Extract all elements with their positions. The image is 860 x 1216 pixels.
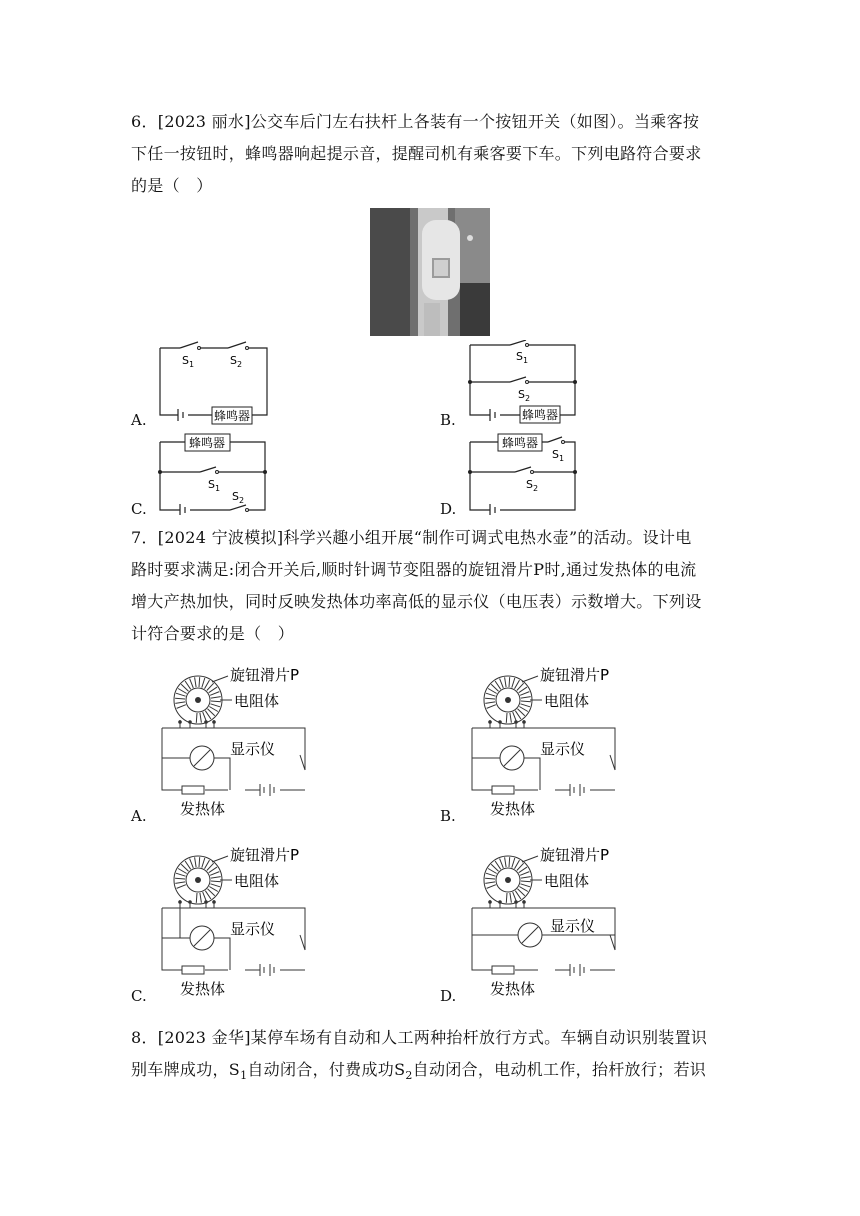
knob-label: 旋钮滑片P — [540, 666, 610, 684]
buzzer-label: 蜂鸣器 — [521, 408, 559, 422]
buzzer-label: 蜂鸣器 — [188, 436, 226, 450]
meter-label: 显示仪 — [230, 740, 276, 758]
question-6 — [131, 106, 731, 202]
q6-circuit-c — [150, 430, 280, 515]
svg-text:S2: $S_2$ — [526, 478, 539, 493]
q6-option-a-label: A. — [131, 411, 147, 429]
q7-circuit-b — [460, 662, 630, 817]
svg-text:S2: $S_2$ — [230, 354, 243, 369]
heater-label: 发热体 — [180, 800, 226, 817]
q6-circuit-b — [460, 340, 585, 430]
q6-option-b-label: B. — [440, 411, 456, 429]
meter-label: 显示仪 — [550, 917, 596, 935]
question-7 — [131, 522, 731, 650]
resistor-label: 电阻体 — [544, 872, 590, 890]
heater-label: 发热体 — [490, 980, 536, 997]
knob-label: 旋钮滑片P — [540, 846, 610, 864]
q6-line-1: 6．[2023 丽水]公交车后门左右扶杆上各装有一个按钮开关（如图）。当乘客按 — [131, 112, 700, 131]
bus-button-photo — [370, 208, 490, 336]
q7-line-1: 7．[2024 宁波模拟]科学兴趣小组开展“制作可调式电热水壶”的活动。设计电 — [131, 528, 692, 547]
resistor-label: 电阻体 — [234, 692, 280, 710]
svg-text:S1: $S_1$ — [208, 478, 221, 493]
svg-text:S2: $S_2$ — [232, 490, 245, 505]
s2-label: S — [230, 354, 237, 367]
q7-line-3: 增大产热加快，同时反映发热体功率高低的显示仪（电压表）示数增大。下列设 — [131, 592, 702, 611]
s1-label: S — [182, 354, 189, 367]
q6-line-2: 下任一按钮时，蜂鸣器响起提示音，提醒司机有乘客要下车。下列电路符合要求 — [131, 144, 702, 163]
svg-text:S2: $S_2$ — [518, 388, 531, 403]
q7-line-4: 计符合要求的是（ ） — [131, 624, 295, 643]
question-8 — [131, 1022, 731, 1092]
knob-label: 旋钮滑片P — [230, 666, 300, 684]
q7-circuit-d — [460, 842, 630, 997]
q7-circuit-a — [150, 662, 320, 817]
resistor-label: 电阻体 — [544, 692, 590, 710]
svg-text:S1: $S_1$ — [552, 448, 565, 463]
q8-line-1: 8．[2023 金华]某停车场有自动和人工两种抬杆放行方式。车辆自动识别装置识 — [131, 1028, 708, 1047]
q7-option-d-label: D. — [440, 987, 457, 1005]
heater-label: 发热体 — [180, 980, 226, 997]
buzzer-label: 蜂鸣器 — [213, 409, 251, 423]
q6-circuit-d — [460, 430, 585, 515]
q8-line-2: 别车牌成功，$S_1$自动闭合，付费成功$S_2$自动闭合，电动机工作，抬杆放行；若识 — [131, 1060, 707, 1083]
meter-label: 显示仪 — [230, 920, 276, 938]
svg-text:S1: $S_1$ — [516, 350, 529, 365]
svg-text:S1: $S_1$ — [182, 354, 195, 369]
q7-circuit-c — [150, 842, 320, 997]
resistor-label: 电阻体 — [234, 872, 280, 890]
q6-circuit-a — [150, 340, 280, 430]
meter-label: 显示仪 — [540, 740, 586, 758]
heater-label: 发热体 — [490, 800, 536, 817]
q6-line-3: 的是（ ） — [131, 176, 213, 195]
buzzer-label: 蜂鸣器 — [501, 436, 539, 450]
q6-option-c-label: C. — [131, 500, 147, 518]
q7-line-2: 路时要求满足:闭合开关后,顺时针调节变阻器的旋钮滑片P时,通过发热体的电流 — [131, 560, 697, 579]
knob-label: 旋钮滑片P — [230, 846, 300, 864]
q7-option-c-label: C. — [131, 987, 147, 1005]
q7-option-b-label: B. — [440, 807, 456, 825]
q7-option-a-label: A. — [131, 807, 147, 825]
q6-option-d-label: D. — [440, 500, 457, 518]
